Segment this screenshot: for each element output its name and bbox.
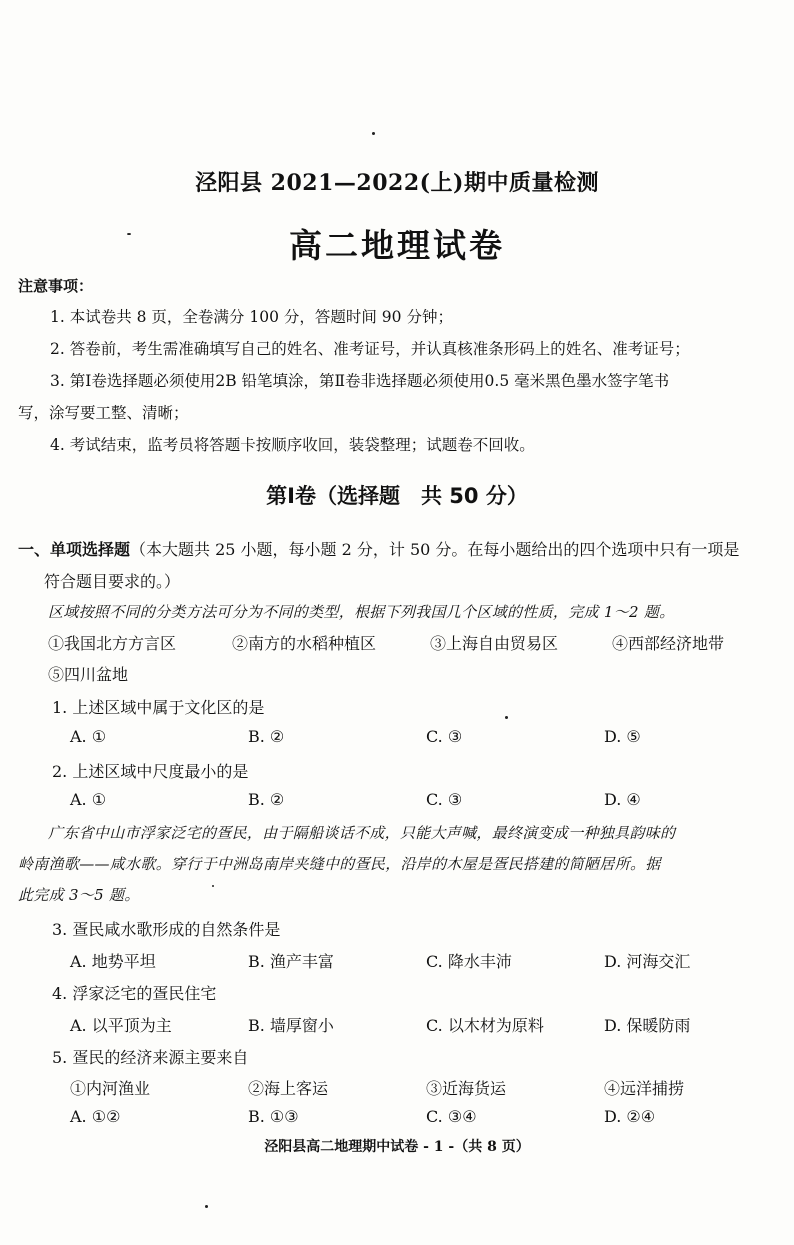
answer-option: A. 地势平坦	[70, 952, 156, 971]
part-heading: 一、单项选择题	[18, 540, 131, 559]
answer-option: B. 墙厚窗小	[248, 1016, 334, 1035]
section-title: 第Ⅰ卷（选择题 共 50 分）	[266, 484, 528, 508]
question-stem: 1. 上述区域中属于文化区的是	[52, 698, 265, 717]
scan-speck	[205, 1205, 208, 1208]
answer-option: B. 渔产丰富	[248, 952, 334, 971]
scan-speck	[372, 132, 375, 135]
material-text: 此完成 3～5 题。	[18, 886, 140, 904]
region-item: ②南方的水稻种植区	[232, 634, 377, 653]
page-title: 高二地理试卷	[289, 226, 505, 265]
answer-option: A. ①②	[70, 1107, 121, 1126]
answer-option: B. ②	[248, 790, 285, 809]
answer-option: B. ②	[248, 727, 285, 746]
question-stem: 4. 浮家泛宅的疍民住宅	[52, 984, 217, 1003]
region-item: ④西部经济地带	[612, 634, 725, 653]
answer-option: A. 以平顶为主	[70, 1016, 172, 1035]
notice-item: 4. 考试结束，监考员将答题卡按顺序收回，装袋整理；试题卷不回收。	[50, 436, 535, 454]
region-item: ③上海自由贸易区	[430, 634, 559, 653]
answer-option: C. 降水丰沛	[426, 952, 512, 971]
answer-option: C. 以木材为原料	[426, 1016, 544, 1035]
answer-option: B. ①③	[248, 1107, 299, 1126]
question-stem: 5. 疍民的经济来源主要来自	[52, 1048, 249, 1067]
answer-option: D. 保暖防雨	[604, 1016, 691, 1035]
answer-option: C. ③	[426, 790, 463, 809]
region-item: ⑤四川盆地	[48, 665, 129, 684]
answer-option: A. ①	[70, 790, 107, 809]
answer-option: D. ④	[604, 790, 641, 809]
material-text: 岭南渔歌——咸水歌。穿行于中洲岛南岸夹缝中的疍民，沿岸的木屋是疍民搭建的简陋居所。据	[18, 855, 661, 873]
notice-item: 写，涂写要工整、清晰；	[18, 404, 189, 422]
answer-option: C. ③	[426, 727, 463, 746]
part-description: 符合题目要求的。）	[44, 572, 181, 591]
part-description: （本大题共 25 小题，每小题 2 分，计 50 分。在每小题给出的四个选项中只有一项是	[130, 540, 740, 559]
notice-item: 2. 答卷前，考生需准确填写自己的姓名、准考证号，并认真核准条形码上的姓名、准考证号；	[50, 340, 690, 358]
choice-item: ④远洋捕捞	[604, 1079, 685, 1098]
question-stem: 2. 上述区域中尺度最小的是	[52, 762, 249, 781]
material-text: 广东省中山市浮家泛宅的疍民，由于隔船谈话不成，只能大声喊，最终演变成一种独具韵味的	[48, 824, 676, 842]
notice-item: 3. 第Ⅰ卷选择题必须使用2B 铅笔填涂，第Ⅱ卷非选择题必须使用0.5 毫米黑色墨水签字笔书	[50, 372, 670, 390]
region-item: ①我国北方方言区	[48, 634, 177, 653]
choice-item: ③近海货运	[426, 1079, 507, 1098]
page-footer: 泾阳县高二地理期中试卷 - 1 -（共 8 页）	[264, 1139, 530, 1155]
choice-item: ①内河渔业	[70, 1079, 151, 1098]
answer-option: D. 河海交汇	[604, 952, 691, 971]
notice-item: 1. 本试卷共 8 页，全卷满分 100 分，答题时间 90 分钟；	[50, 308, 453, 326]
scan-speck	[505, 716, 508, 719]
question-group-stem: 区域按照不同的分类方法可分为不同的类型，根据下列我国几个区域的性质，完成 1～2 题。	[48, 603, 675, 621]
answer-option: A. ①	[70, 727, 107, 746]
scan-speck	[127, 233, 131, 235]
answer-option: C. ③④	[426, 1107, 477, 1126]
answer-option: D. ②④	[604, 1107, 656, 1126]
notice-heading: 注意事项：	[18, 277, 94, 295]
scan-speck	[212, 885, 214, 887]
part-instructions	[18, 537, 739, 560]
answer-option: D. ⑤	[604, 727, 641, 746]
exam-name: 泾阳县 2021—2022(上)期中质量检测	[195, 170, 599, 196]
question-stem: 3. 疍民咸水歌形成的自然条件是	[52, 920, 281, 939]
choice-item: ②海上客运	[248, 1079, 329, 1098]
